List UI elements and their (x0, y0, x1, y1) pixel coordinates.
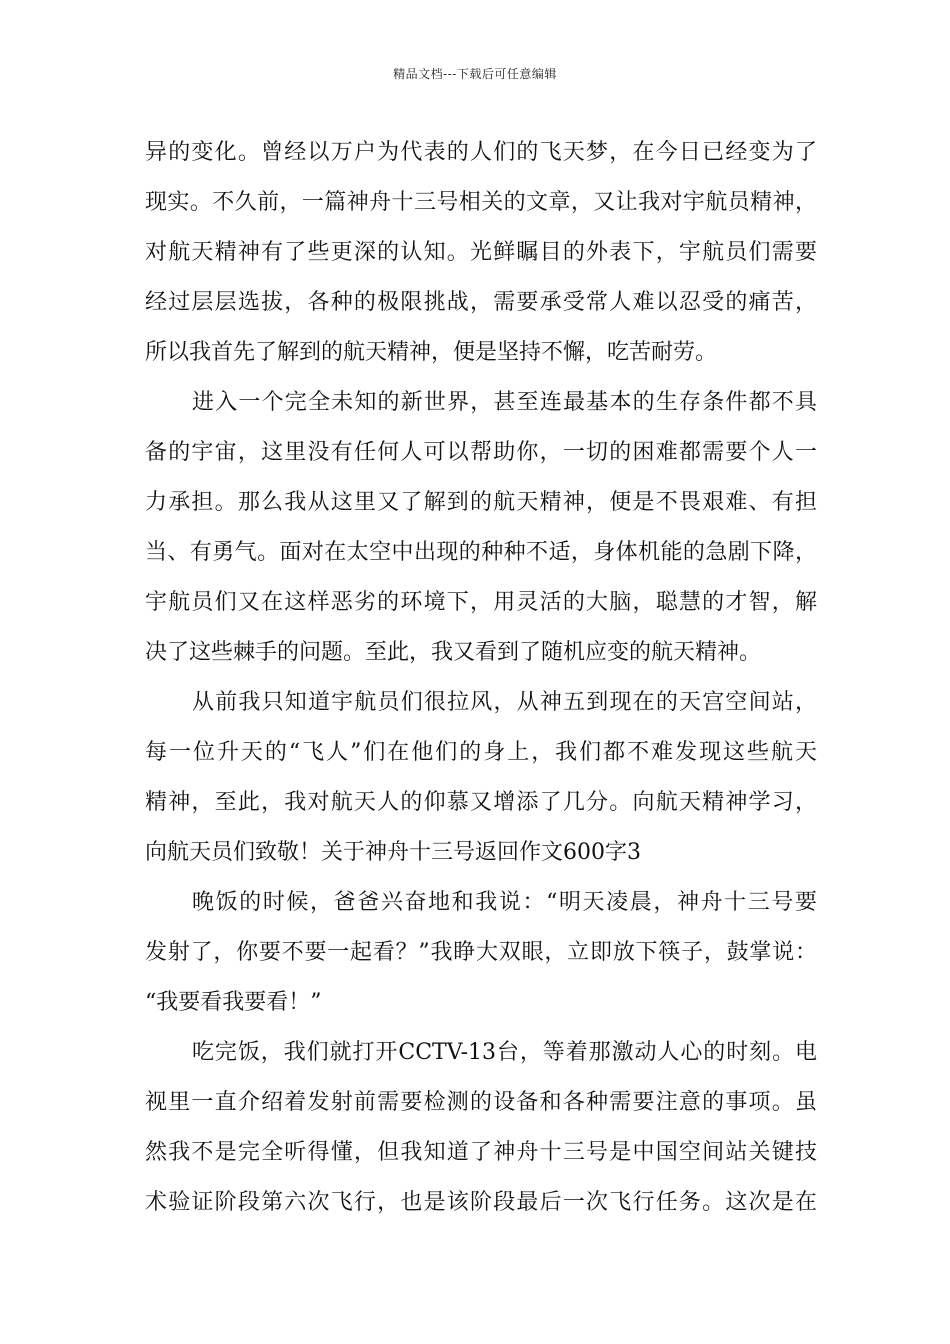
text-line: 然我不是完全听得懂，但我知道了神舟十三号是中国空间站关键技 (145, 1140, 817, 1165)
text-line: 视里一直介绍着发射前需要检测的设备和各种需要注意的事项。虽 (145, 1090, 817, 1115)
text-line: 发射了，你要不要一起看？”我睁大双眼，立即放下筷子，鼓掌说： (145, 940, 817, 965)
text-line: 现实。不久前，一篇神舟十三号相关的文章，又让我对宇航员精神， (145, 190, 817, 215)
text-line: 经过层层选拔，各种的极限挑战，需要承受常人难以忍受的痛苦， (145, 290, 817, 315)
page-header: 精品文档---下载后可任意编辑 (393, 67, 557, 81)
text-line: 力承担。那么我从这里又了解到的航天精神，便是不畏艰难、有担 (145, 490, 817, 515)
text-line: 向航天员们致敬！关于神舟十三号返回作文600字3 (145, 840, 641, 865)
text-line: 异的变化。曾经以万户为代表的人们的飞天梦，在今日已经变为了 (145, 140, 817, 165)
text-line: 备的宇宙，这里没有任何人可以帮助你，一切的困难都需要个人一 (145, 440, 817, 465)
text-line: 术验证阶段第六次飞行，也是该阶段最后一次飞行任务。这次是在 (145, 1190, 817, 1215)
paragraph-first-line: 吃完饭，我们就打开CCTV-13台，等着那激动人心的时刻。电 (192, 1040, 817, 1065)
text-line: 决了这些棘手的问题。至此，我又看到了随机应变的航天精神。 (145, 640, 762, 665)
text-line: 所以我首先了解到的航天精神，便是坚持不懈，吃苦耐劳。 (145, 340, 718, 365)
paragraph-first-line: 进入一个完全未知的新世界，甚至连最基本的生存条件都不具 (192, 390, 817, 415)
text-line: 对航天精神有了些更深的认知。光鲜瞩目的外表下，宇航员们需要 (145, 240, 817, 265)
text-line: 当、有勇气。面对在太空中出现的种种不适，身体机能的急剧下降， (145, 540, 817, 565)
text-line: 宇航员们又在这样恶劣的环境下，用灵活的大脑，聪慧的才智，解 (145, 590, 817, 615)
text-line: “我要看我要看！” (145, 990, 322, 1015)
text-line: 精神，至此，我对航天人的仰慕又增添了几分。向航天精神学习， (145, 790, 817, 815)
text-line: 每一位升天的“飞人”们在他们的身上，我们都不难发现这些航天 (145, 740, 817, 765)
paragraph-first-line: 从前我只知道宇航员们很拉风，从神五到现在的天宫空间站， (192, 690, 817, 715)
paragraph-first-line: 晚饭的时候，爸爸兴奋地和我说：“明天凌晨，神舟十三号要 (192, 890, 817, 915)
essay-body (145, 128, 817, 1228)
